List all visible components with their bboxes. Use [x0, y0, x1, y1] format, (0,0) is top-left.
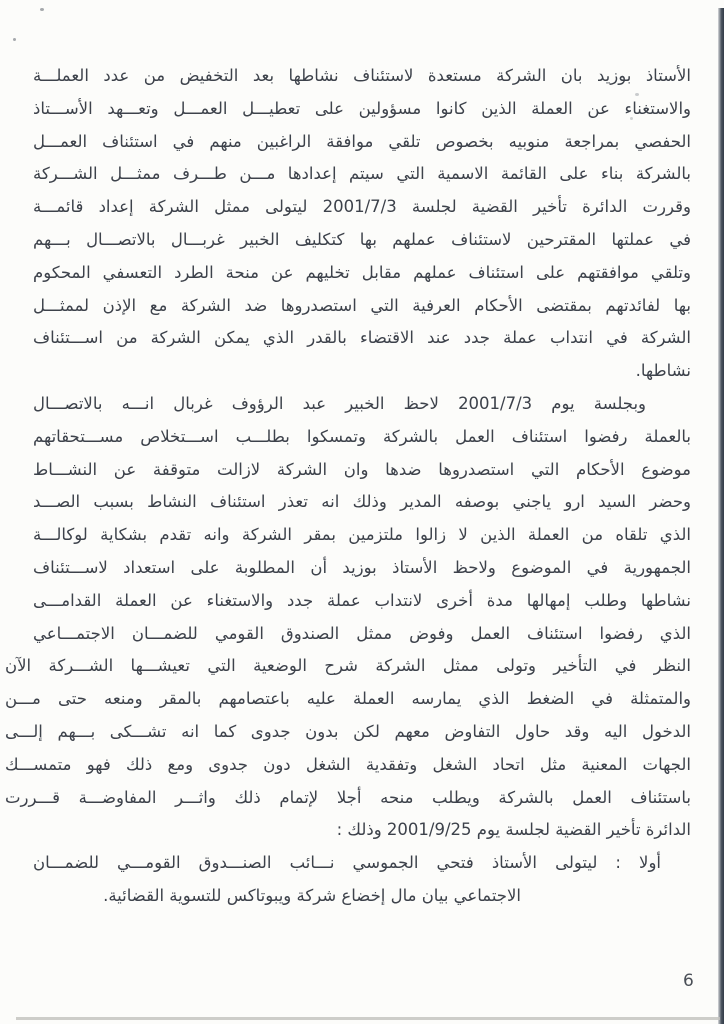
- scan-speck: [40, 8, 44, 11]
- text-line: الدخول اليه وقد حاول التفاوض معهم لكن بدون جدوى كما انه تشـــكى بـــهم إلـــى: [5, 721, 691, 741]
- text-line: الشركة في انتداب عملة جدد عند الاقتضاء بالقدر الذي يمكن الشركة من اســـتئناف: [33, 328, 691, 348]
- text-line: موضوع الأحكام التي استصدروها ضدها وان الشركة لازالت متوقفة عن النشـــاط: [33, 459, 691, 479]
- text-line: نشاطها.: [635, 361, 691, 381]
- text-line: الأستاذ بوزيد بان الشركة مستعدة لاستئناف نشاطها بعد التخفيض من عدد العملـــة: [33, 66, 691, 85]
- scan-speck: [630, 117, 633, 120]
- text-line: الاجتماعي بيان مال إخضاع شركة ويبوتاكس للتسوية القضائية.: [103, 885, 521, 905]
- text-line: الذي تلقاه من العملة الذين لا زالوا ملتزمين بمقر الشركة وانه تقدم بشكاية لوكالـــة: [33, 525, 691, 545]
- text-line: الحفصي بمراجعة منوبيه بخصوص تلقي موافقة الراغبين منهم في استئناف العمـــل: [33, 131, 691, 151]
- text-line: وبجلسة يوم 2001/7/3 لاحظ الخبير عبد الرؤوف غربال انـــه بالاتصـــال: [33, 393, 647, 413]
- text-line: والاستغناء عن العملة الذين كانوا مسؤولين على تعطيـــل العمـــل وتعـــهد الأســـتاذ: [33, 98, 691, 118]
- page-number: 6: [683, 971, 694, 991]
- document-body: [5, 60, 691, 913]
- text-line: أولا : ليتولى الأستاذ فتحي الجموسي نـــائب الصنـــدوق القومـــي للضمـــان: [33, 853, 661, 873]
- text-line: وتلقي موافقتهم على استئناف عملهم مقابل تخليهم عن منحة الطرد التعسفي المحكوم: [33, 262, 691, 282]
- scan-speck: [13, 38, 16, 41]
- text-line: والمتمثلة في الضغط الذي يمارسه العملة عليه باعتصامهم بالمقر ومنعه حتى مـــن: [5, 689, 691, 709]
- scan-speck: [635, 93, 639, 96]
- text-line: الجمهورية في الموضوع ولاحظ الأستاذ بوزيد أن المطلوبة على استعداد لاســـتئناف: [33, 557, 691, 577]
- text-line: بالعملة رفضوا استئناف العمل بالشركة وتمسكوا بطلـــب اســـتخلاص مســـتحقاتهم: [33, 426, 691, 446]
- text-line: بالشركة بناء على القائمة الاسمية التي سيتم إعدادها مـــن طـــرف ممثـــل الشـــركة: [33, 164, 691, 184]
- text-line: بها لفائدتهم بمقتضى الأحكام العرفية التي استصدروها ضد الشركة مع الإذن لممثـــل: [33, 295, 691, 315]
- text-line: وقررت الدائرة تأخير القضية لجلسة 2001/7/3 ليتولى ممثل الشركة إعداد قائمـــة: [33, 197, 691, 217]
- scan-edge-right: [718, 8, 724, 1024]
- text-line: نشاطها وطلب إمهالها مدة أخرى لانتداب عملة جدد والاستغناء عن العملة القدامـــى: [33, 590, 691, 610]
- text-line: وحضر السيد ارو ياجني بوصفه المدير وذلك انه تعذر استئناف النشاط بسبب الصـــد: [33, 492, 691, 512]
- text-line: باستئناف العمل بالشركة ويطلب منحه أجلا لإتمام ذلك واثـــر المفاوضـــة قـــررت: [5, 787, 691, 807]
- scan-edge-bottom: [16, 1017, 720, 1020]
- text-line: في عملتها المقترحين لاستئناف عملهم بها كتكليف الخبير غربـــال بالاتصـــال بـــهم: [33, 229, 691, 249]
- text-line: الجهات المعنية مثل اتحاد الشغل وتفقدية الشغل دون جدوى ومع ذلك فهو متمســـك: [5, 754, 691, 774]
- text-line: الدائرة تأخير القضية لجلسة يوم 2001/9/25 وذلك :: [336, 820, 691, 840]
- text-line: الذي رفضوا استئناف العمل وفوض ممثل الصندوق القومي للضمـــان الاجتمـــاعي: [33, 623, 691, 643]
- text-line: النظر في التأخير وتولى ممثل الشركة شرح الوضعية التي تعيشـــها الشـــركة الآن: [5, 656, 691, 676]
